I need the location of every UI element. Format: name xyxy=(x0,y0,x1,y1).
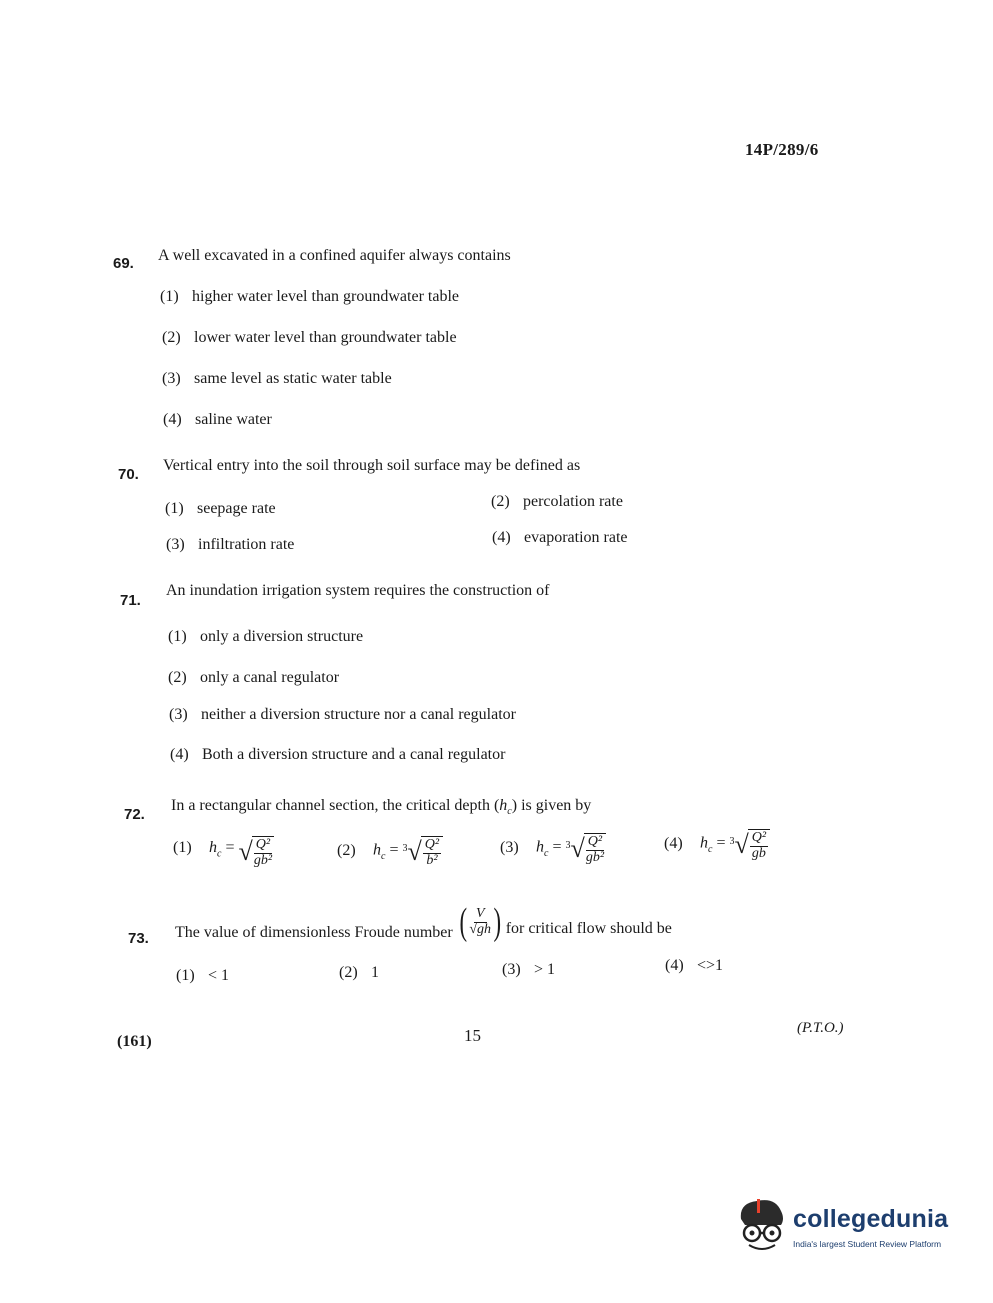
option-1: (1) < 1 xyxy=(176,967,230,984)
option-2: (2) lower water level than groundwater table xyxy=(162,329,457,346)
question-number: 73. xyxy=(128,930,149,947)
logo-tagline: India's largest Student Review Platform xyxy=(793,1239,942,1249)
option-2-formula: (2) $h_c$ = 3 √ $\frac{\text{Q²}}{\text{b²}}$ xyxy=(337,836,443,868)
question-text: A well excavated in a confined aquifer always contains xyxy=(158,247,511,264)
option-4: (4) Both a diversion structure and a canal regulator xyxy=(170,746,506,763)
option-3: (3) neither a diversion structure nor a canal regulator xyxy=(169,706,516,723)
question-number: 70. xyxy=(118,466,139,483)
mascot-icon xyxy=(735,1195,791,1257)
cube-root: 3 √ $\frac{\text{Q²}}{gb}$ xyxy=(729,829,770,861)
option-2: (2) only a canal regulator xyxy=(168,669,340,686)
logo-wordmark: collegedunia xyxy=(793,1205,949,1233)
option-3: (3) same level as static water table xyxy=(162,370,392,387)
booklet-code: (161) xyxy=(117,1033,152,1050)
question-text: In a rectangular channel section, the critical depth $(h_c)$ is given by xyxy=(171,797,592,818)
cube-root: 3 √ $\frac{\text{Q²}}{\text{gb²}}$ xyxy=(565,833,606,865)
option-4: (4) evaporation rate xyxy=(492,529,628,546)
option-1: (1) only a diversion structure xyxy=(168,628,364,645)
option-1: (1) seepage rate xyxy=(165,500,276,517)
question-number: 69. xyxy=(113,255,134,272)
question-text: The value of dimensionless Froude number ( $\frac{V}{√gh}$ ) for critical flow should be xyxy=(175,901,672,943)
square-root: √ $\frac{\text{Q²}}{\text{gb²}}$ xyxy=(238,836,274,868)
option-1: (1) higher water level than groundwater table xyxy=(160,288,459,305)
question-text: Vertical entry into the soil through soil surface may be defined as xyxy=(163,457,581,474)
option-4-formula: (4) $h_c$ = 3 √ $\frac{\text{Q²}}{gb}$ xyxy=(664,829,770,861)
question-number: 71. xyxy=(120,592,141,609)
question-text: An inundation irrigation system requires the construction of xyxy=(166,582,550,599)
paper-code: 14P/289/6 xyxy=(745,140,819,159)
option-4: (4) <>1 xyxy=(665,957,724,974)
page-number: 15 xyxy=(464,1026,481,1045)
option-3-formula: (3) $h_c$ = 3 √ $\frac{\text{Q²}}{\text{gb²}}$ xyxy=(500,833,606,865)
option-4: (4) saline water xyxy=(163,411,272,428)
option-1-formula: (1) $h_c$ = √ $\frac{\text{Q²}}{\text{gb²}}$ xyxy=(173,836,274,868)
option-2: (2) 1 xyxy=(339,964,379,981)
cube-root: 3 √ $\frac{\text{Q²}}{\text{b²}}$ xyxy=(402,836,443,868)
please-turn-over: (P.T.O.) xyxy=(797,1020,844,1036)
collegedunia-logo xyxy=(735,1195,965,1265)
option-2: (2) percolation rate xyxy=(491,493,623,510)
froude-formula: ( $\frac{V}{√gh}$ ) xyxy=(459,901,502,943)
option-3: (3) > 1 xyxy=(502,961,556,978)
option-3: (3) infiltration rate xyxy=(166,536,295,553)
question-number: 72. xyxy=(124,806,145,823)
